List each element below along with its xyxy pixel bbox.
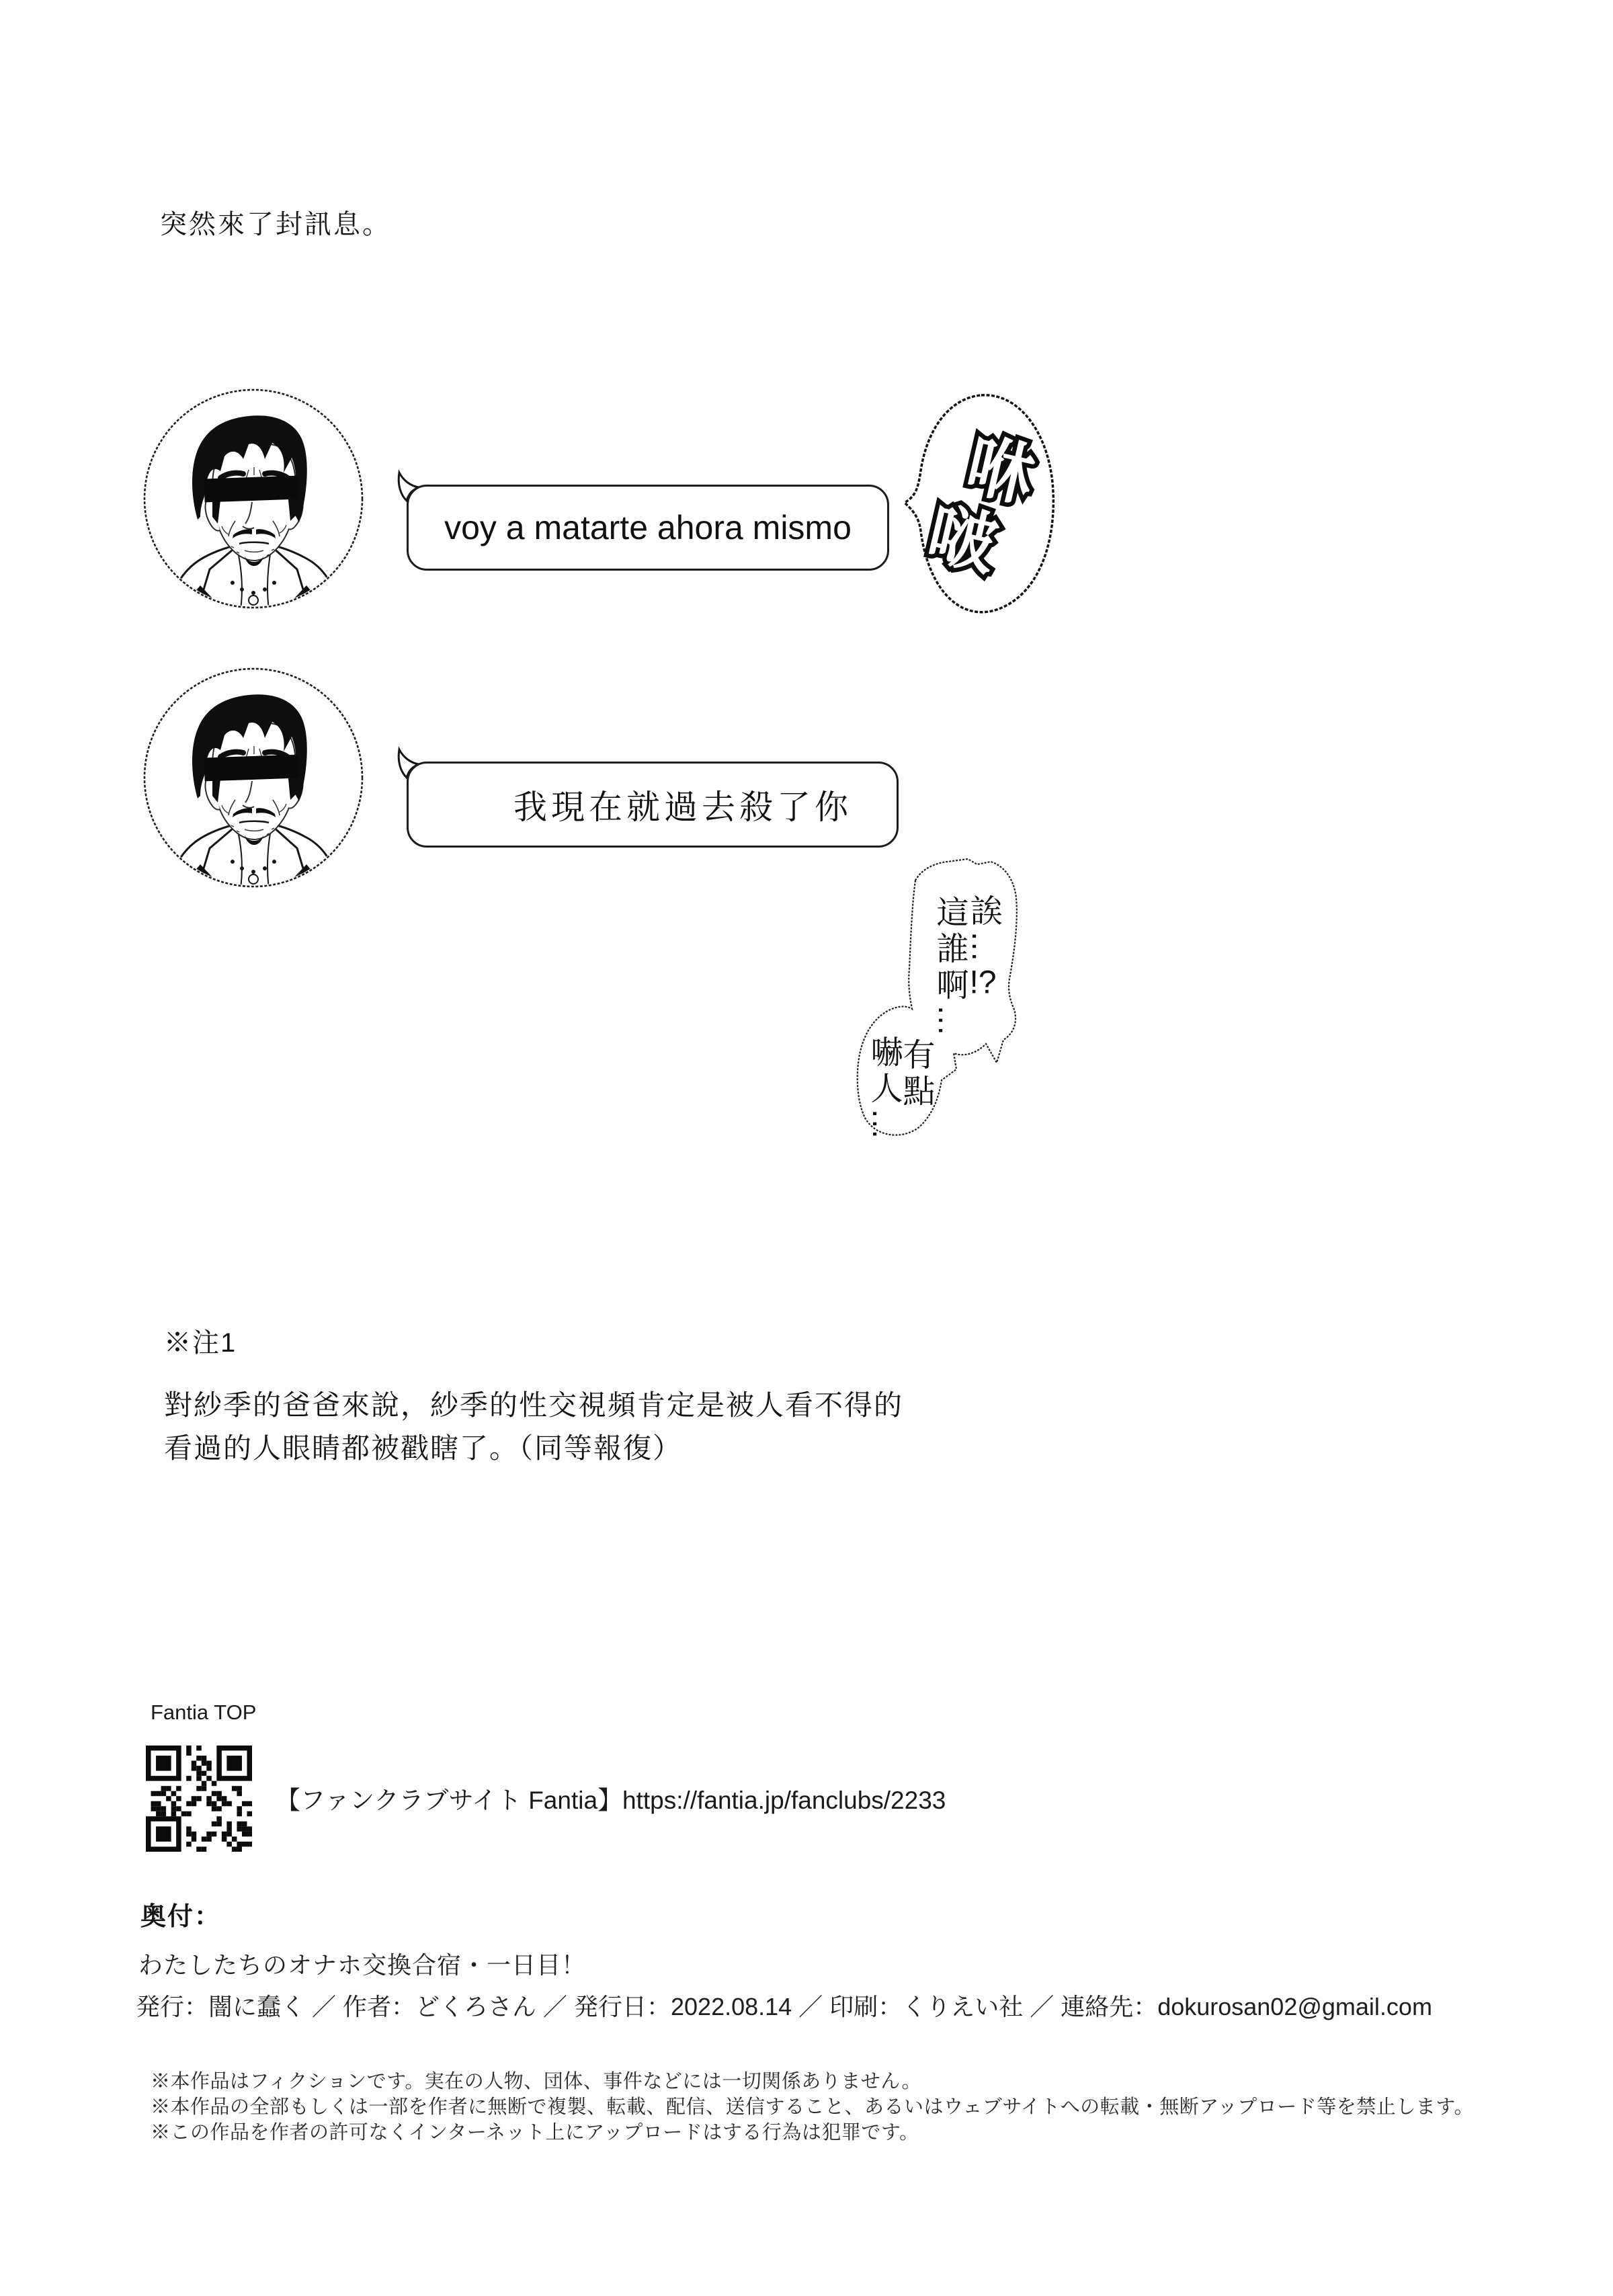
note-line-1: 對紗季的爸爸來說，紗季的性交視頻肯定是被人看不得的 (164, 1389, 904, 1421)
fx-char-1: 咻 (959, 427, 1042, 516)
reaction-text-col-2: 這誰啊… (932, 895, 967, 1040)
fx-char-2: 啵 (921, 495, 1005, 584)
fantia-link-line: 【ファンクラブサイト Fantia】https://fantia.jp/fanclubs/2233 (276, 1787, 946, 1814)
qr-code-icon (146, 1746, 252, 1852)
reaction-text-col-1 (966, 894, 999, 999)
intro-text: 突然來了封訊息。 (160, 210, 391, 239)
colophon-heading: 奥付： (140, 1903, 222, 1931)
message-1-text: voy a matarte ahora mismo (444, 509, 852, 546)
speech-bubble-2 (407, 762, 899, 848)
disclaimer-line-3: ※この作品を作者の許可なくインターネット上にアップロードはする行為は犯罪です。 (151, 2122, 919, 2143)
reaction-text-col-3: 有點 (898, 1038, 934, 1110)
note-line-2: 看過的人眼睛都被戳瞎了。（同等報復） (164, 1432, 683, 1464)
reaction-col1-interrobang: !? (969, 967, 997, 999)
credits-line: 発行：闇に蠢く ／ 作者：どくろさん ／ 発行日：2022.08.14 ／ 印刷：くりえい社 ／ 連絡先：dokurosan02@gmail.com (136, 1993, 1432, 2020)
sound-effect-bubble (902, 388, 1063, 617)
avatar-man-icon (142, 388, 364, 610)
work-title: わたしたちのオナホ交換合宿・一日目！ (138, 1951, 587, 1979)
avatar-man-icon (142, 667, 364, 889)
reaction-col1-head: 誒… (965, 894, 1001, 967)
speech-bubble-1 (407, 485, 889, 571)
disclaimer-line-2: ※本作品の全部もしくは一部を作者に無断で複製、転載、配信、送信すること、あるいはウェブサイトへの転載・無断アップロード等を禁止します。 (151, 2096, 1474, 2118)
reaction-text-col-4: 嚇人… (866, 1035, 901, 1144)
message-2-text: 我現在就過去殺了你 (513, 788, 852, 826)
note-label: ※注1 (164, 1328, 237, 1358)
fantia-top-label: Fantia TOP (151, 1700, 257, 1724)
disclaimer-line-1: ※本作品はフィクションです。実在の人物、団体、事件などには一切関係ありません。 (151, 2071, 922, 2092)
